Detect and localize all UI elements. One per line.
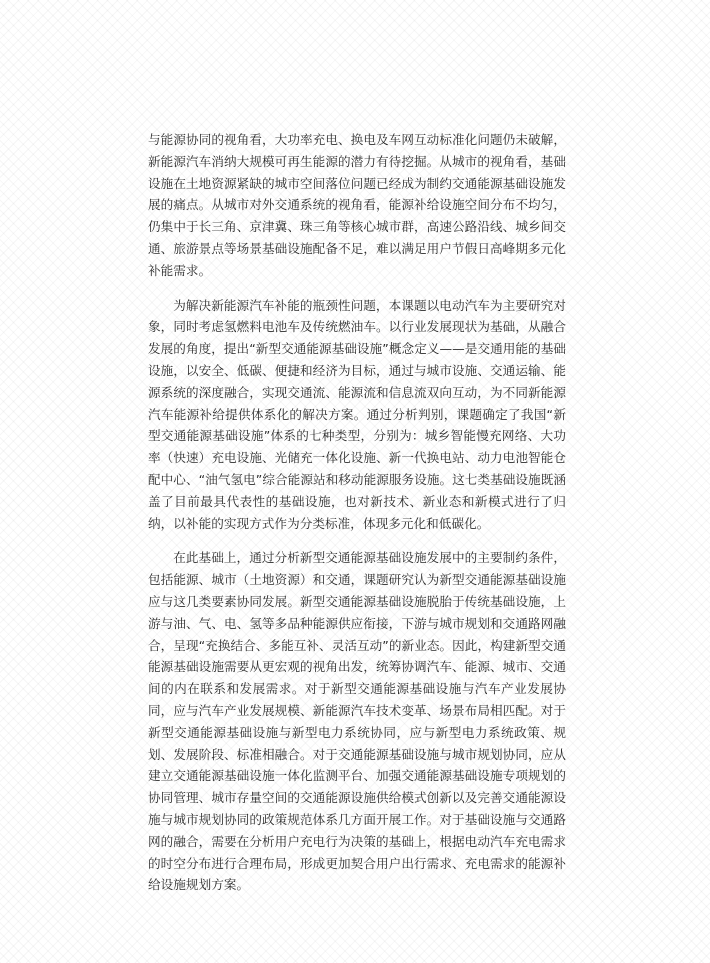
body-text — [148, 129, 566, 896]
paragraph-3: 在此基础上，通过分析新型交通能源基础设施发展中的主要制约条件，包括能源、城市（土地资源）和交通，课题研究认为新型交通能源基础设施应与这几类要素协同发展。新型交通能源基础设施脱胎于传统基础设施，上游与油、气、电、氢等多品种能源供应衔接，下游与城市规划和交通路网融合，呈现“充换结合、多能互补、灵活互动”的新业态。因此，构建新型交通能源基础设施需要从更宏观的视角出发，统筹协调汽车、能源、城市、交通间的内在联系和发展需求。对于新型交通能源基础设施与汽车产业发展协同，应与汽车产业发展规模、新能源汽车技术变革、场景布局相匹配。对于新型交通能源基础设施与新型电力系统协同，应与新型电力系统政策、规划、发展阶段、标准相融合。对于交通能源基础设施与城市规划协同，应从建立交通能源基础设施一体化监测平台、加强交通能源基础设施专项规划的协同管理、城市存量空间的交通能源设施供给模式创新以及完善交通能源设施与城市规划协同的政策规范体系几方面开展工作。对于基础设施与交通路网的融合，需要在分析用户充电行为决策的基础上，根据电动汽车充电需求的时空分布进行合理布局，形成更加契合用户出行需求、充电需求的能源补给设施规划方案。 — [148, 550, 566, 893]
paragraph-2: 为解决新能源汽车补能的瓶颈性问题，本课题以电动汽车为主要研究对象，同时考虑氢燃料电池车及传统燃油车。以行业发展现状为基础，从融合发展的角度，提出“新型交通能源基础设施”概念定义——是交通用能的基础设施，以安全、低碳、便捷和经济为目标，通过与城市设施、交通运输、能源系统的深度融合，实现交通流、能源流和信息流双向互动，为不同新能源汽车能源补给提供体系化的解决方案。通过分析判别，课题确定了我国“新型交通能源基础设施”体系的七种类型，分别为：城乡智能慢充网络、大功率（快速）充电设施、光储充一体化设施、新一代换电站、动力电池智能仓配中心、“油气氢电”综合能源站和移动能源服务设施。这七类基础设施既涵盖了目前最具代表性的基础设施，也对新技术、新业态和新模式进行了归纳，以补能的实现方式作为分类标准，体现多元化和低碳化。 — [148, 297, 566, 531]
paragraph-1: 与能源协同的视角看，大功率充电、换电及车网互动标准化问题仍未破解，新能源汽车消纳大规模可再生能源的潜力有待挖掘。从城市的视角看，基础设施在土地资源紧缺的城市空间落位问题已经成为制约交通能源基础设施发展的痛点。从城市对外交通系统的视角看，能源补给设施空间分布不均匀，仍集中于长三角、京津冀、珠三角等核心城市群，高速公路沿线、城乡间交通、旅游景点等场景基础设施配备不足，难以满足用户节假日高峰期多元化补能需求。 — [148, 132, 566, 278]
